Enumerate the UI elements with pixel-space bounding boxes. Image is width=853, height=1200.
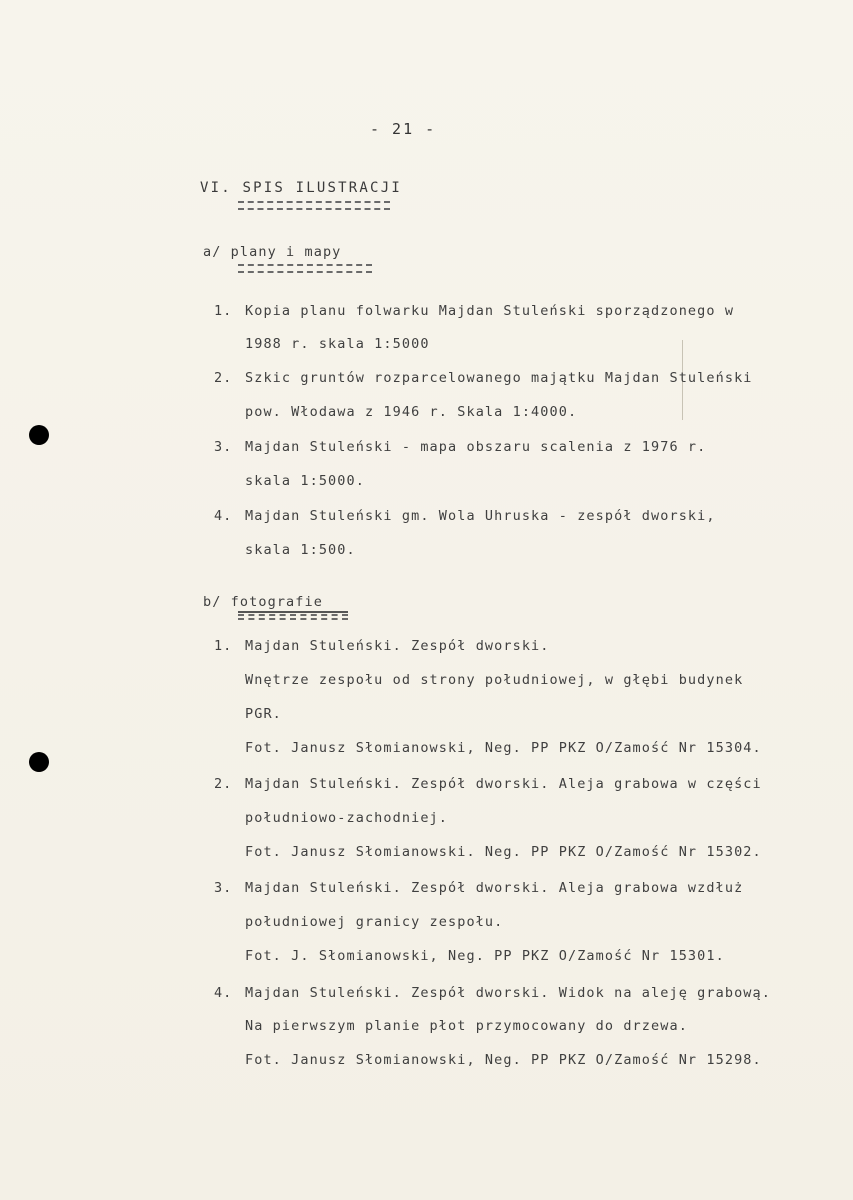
list-item-line: Majdan Stuleński. Zespół dworski. Aleja grabowa wzdłuż — [245, 880, 744, 896]
list-item-line: Majdan Stuleński gm. Wola Uhruska - zespół dworski, — [245, 508, 716, 524]
list-item-number: 4. — [214, 985, 233, 1001]
list-item-line: skala 1:500. — [245, 542, 356, 558]
list-item-number: 1. — [214, 303, 233, 319]
subsection-b-double-underline — [238, 614, 348, 620]
page-number: - 21 - — [370, 120, 437, 138]
subsection-a-underline — [238, 264, 372, 273]
list-item-line: Majdan Stuleński. Zespół dworski. Widok na aleję grabową. — [245, 985, 771, 1001]
list-item-line: skala 1:5000. — [245, 473, 365, 489]
list-item-line: 1988 r. skala 1:5000 — [245, 336, 430, 352]
photo-credit: Fot. J. Słomianowski, Neg. PP PKZ O/Zamość Nr 15301. — [245, 948, 725, 964]
punch-hole-top — [29, 425, 49, 445]
punch-hole-bottom — [29, 752, 49, 772]
list-item-line: pow. Włodawa z 1946 r. Skala 1:4000. — [245, 404, 578, 420]
list-item-number: 2. — [214, 776, 233, 792]
subsection-b-label: b/ fotografie — [203, 594, 323, 610]
section-heading: VI. SPIS ILUSTRACJI — [200, 180, 402, 196]
list-item-line: południowej granicy zespołu. — [245, 914, 504, 930]
subsection-b-underline — [238, 611, 348, 613]
list-item-line: Majdan Stuleński - mapa obszaru scalenia z 1976 r. — [245, 439, 707, 455]
list-item-line: Kopia planu folwarku Majdan Stuleński sporządzonego w — [245, 303, 735, 319]
list-item-line: Wnętrze zespołu od strony południowej, w głębi budynek — [245, 672, 744, 688]
list-item-number: 2. — [214, 370, 233, 386]
list-item-line: Majdan Stuleński. Zespół dworski. Aleja grabowa w części — [245, 776, 762, 792]
list-item-line: PGR. — [245, 706, 282, 722]
list-item-line: południowo-zachodniej. — [245, 810, 449, 826]
heading-double-underline — [238, 201, 390, 210]
list-item-number: 4. — [214, 508, 233, 524]
list-item-line: Na pierwszym planie płot przymocowany do drzewa. — [245, 1018, 688, 1034]
subsection-a-label: a/ plany i mapy — [203, 244, 342, 260]
list-item-number: 1. — [214, 638, 233, 654]
photo-credit: Fot. Janusz Słomianowski, Neg. PP PKZ O/Zamość Nr 15304. — [245, 740, 762, 756]
list-item-number: 3. — [214, 439, 233, 455]
list-item-line: Majdan Stuleński. Zespół dworski. — [245, 638, 550, 654]
list-item-line: Szkic gruntów rozparcelowanego majątku Majdan Stuleński — [245, 370, 753, 386]
photo-credit: Fot. Janusz Słomianowski, Neg. PP PKZ O/Zamość Nr 15298. — [245, 1052, 762, 1068]
photo-credit: Fot. Janusz Słomianowski. Neg. PP PKZ O/Zamość Nr 15302. — [245, 844, 762, 860]
list-item-number: 3. — [214, 880, 233, 896]
